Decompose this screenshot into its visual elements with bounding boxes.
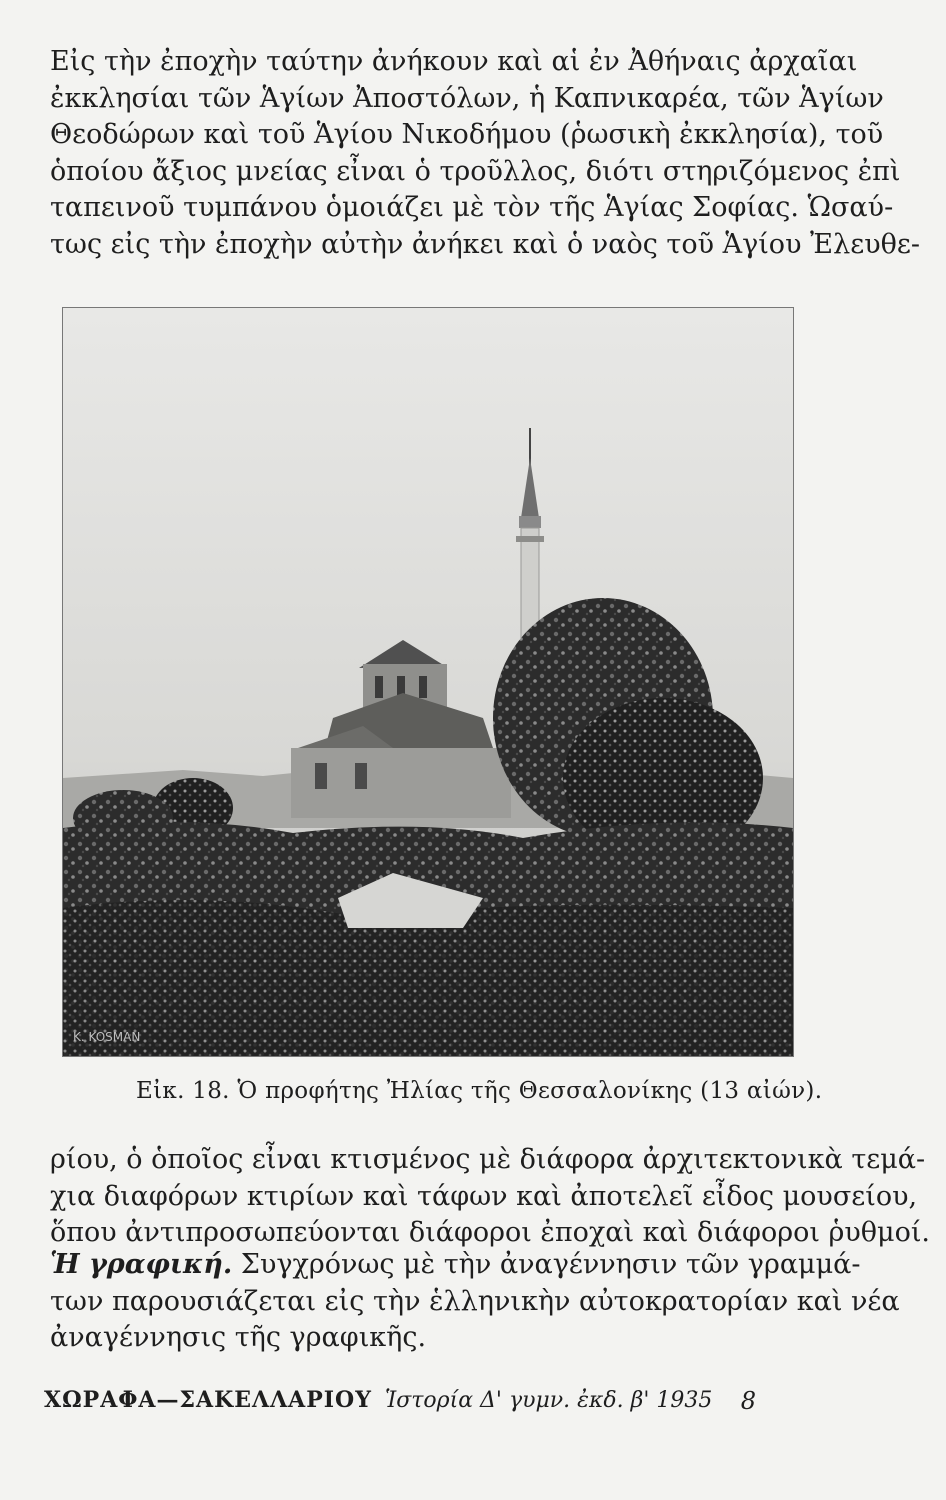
text-line: Εἰς τὴν ἐποχὴν ταύτην ἀνήκουν καὶ αἱ ἐν Ἀθήναις ἀρχαῖαι <box>50 46 858 77</box>
bottom-paragraph <box>50 1142 931 1252</box>
page-footer <box>44 1387 804 1413</box>
section-heading: Ἡ γραφική. <box>50 1249 233 1280</box>
text-line <box>50 1247 861 1284</box>
text-line: ἐκκλησίαι τῶν Ἁγίων Ἀποστόλων, ἡ Καπνικαρέα, τῶν Ἁγίων <box>50 82 884 114</box>
book-series: Ἱστορία Δ' γυμν. ἐκδ. β' 1935 <box>384 1388 713 1413</box>
text-line: ὅπου ἀντιπροσωπεύονται διάφοροι ἐποχαὶ καὶ διάφοροι ῥυθμοί. <box>50 1217 931 1248</box>
text-line: ταπεινοῦ τυμπάνου ὁμοιάζει μὲ τὸν τῆς Ἁγίας Σοφίας. Ὡσαύ- <box>50 192 894 223</box>
text-line: τως εἰς τὴν ἐποχὴν αὐτὴν ἀνήκει καὶ ὁ ναὸς τοῦ Ἁγίου Ἐλευθε- <box>50 228 920 260</box>
figure-caption: Εἰκ. 18. Ὁ προφήτης Ἠλίας τῆς Θεσσαλονίκης (13 αἰών). <box>136 1078 823 1104</box>
text-line: των παρουσιάζεται εἰς τὴν ἑλληνικὴν αὐτοκρατορίαν καὶ νέα <box>50 1285 900 1317</box>
photo-credit: K. KOSMAN <box>73 1030 141 1044</box>
page-number: 8 <box>740 1387 756 1415</box>
photo-illustration <box>63 308 793 1056</box>
text-fragment: Συγχρόνως μὲ τὴν ἀναγέννησιν τῶν γραμμά- <box>232 1249 861 1280</box>
text-line: Θεοδώρων καὶ τοῦ Ἁγίου Νικοδήμου (ῥωσικὴ ἐκκλησία), τοῦ <box>50 119 884 150</box>
church-photograph <box>62 307 794 1057</box>
text-line: χια διαφόρων κτιρίων καὶ τάφων καὶ ἀποτελεῖ εἶδος μουσείου, <box>50 1180 918 1212</box>
publisher-imprint: ΧΩΡΑΦΑ—ΣΑΚΕΛΛΑΡΙΟΥ <box>44 1387 372 1413</box>
text-line: ὁποίου ἄξιος μνείας εἶναι ὁ τροῦλλος, διότι στηριζόμενος ἐπὶ <box>50 155 901 187</box>
text-line: ἀναγέννησις τῆς γραφικῆς. <box>50 1322 427 1353</box>
top-paragraph <box>50 44 920 263</box>
text-line: ρίου, ὁ ὁποῖος εἶναι κτισμένος μὲ διάφορα ἀρχιτεκτονικὰ τεμά- <box>50 1144 926 1175</box>
graphics-paragraph <box>50 1247 900 1357</box>
